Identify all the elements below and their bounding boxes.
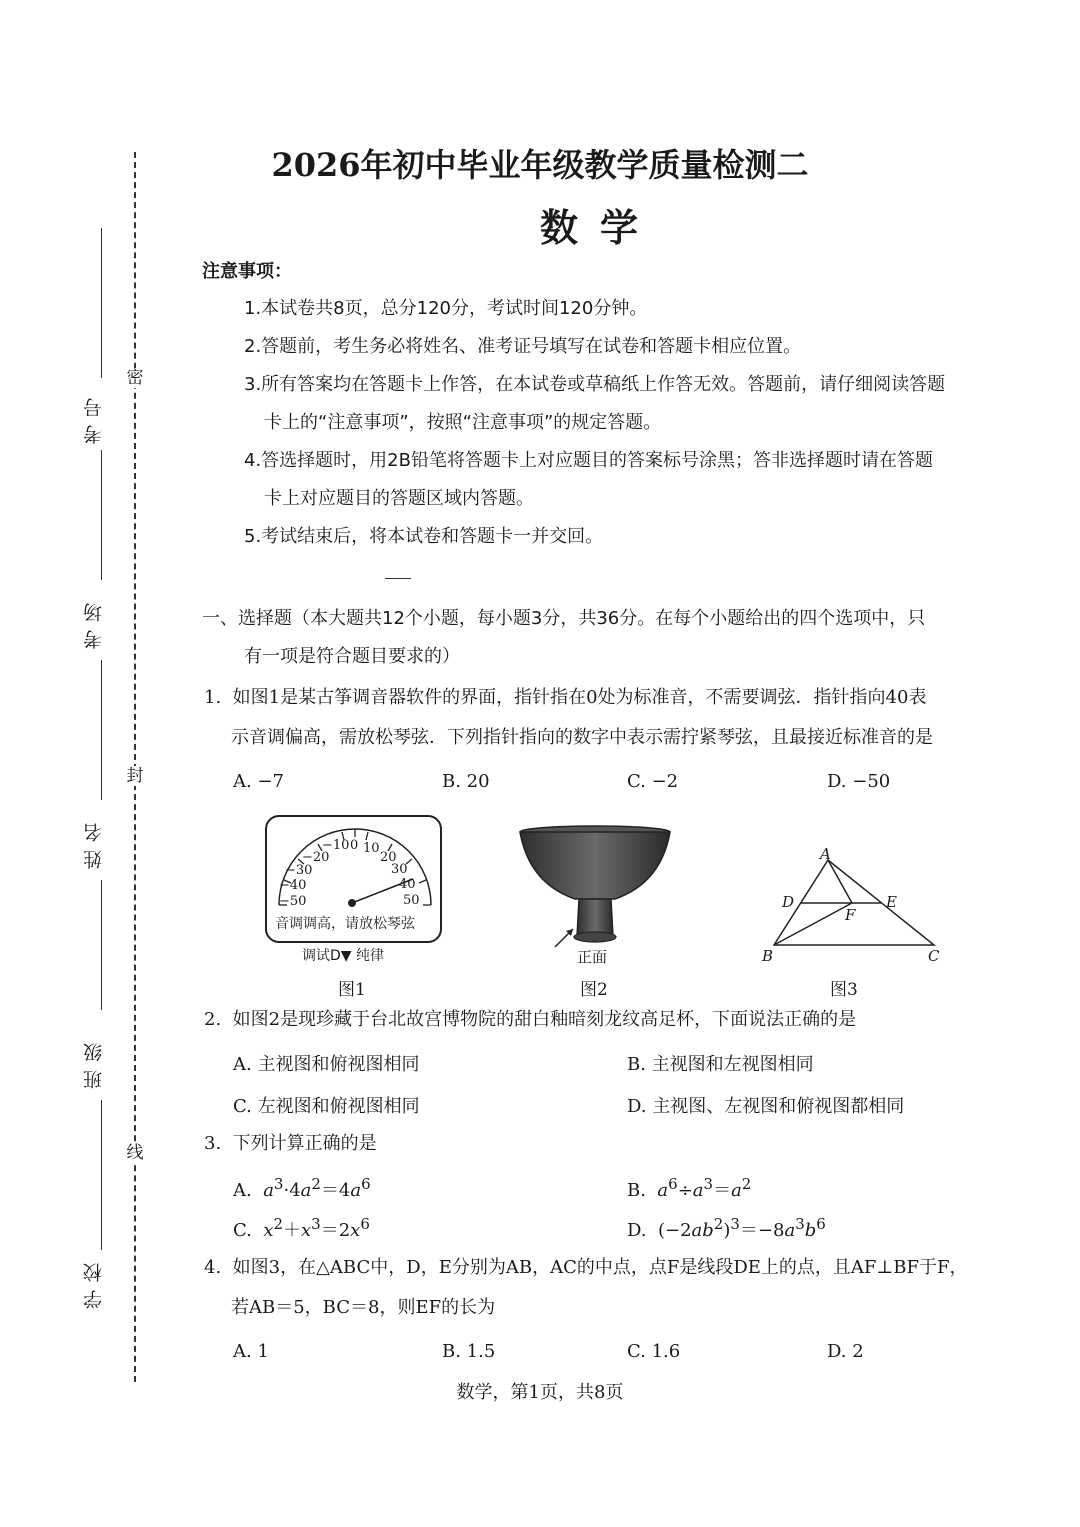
notice-list — [244, 290, 945, 556]
q1-line1: 如图1是某古筝调音器软件的界面，指针指在0处为标准音，不需要调弦．指针指向40表 — [232, 687, 927, 708]
point-e: E — [886, 893, 897, 911]
tick-label-0: 0 — [350, 838, 359, 853]
point-f: F — [845, 906, 856, 924]
figure3-caption: 图3 — [830, 980, 858, 1000]
notice-item-4: 4.答选择题时，用2B铅笔将答题卡上对应题目的答案标号涂黑；答非选择题时请在答题 — [244, 450, 933, 471]
notice-item-2: 2.答题前，考生务必将姓名、准考证号填写在试卷和答题卡相应位置。 — [244, 336, 802, 357]
notice-heading: 注意事项： — [202, 261, 292, 282]
section1-line2: 有一项是符合题目要求的） — [244, 646, 460, 667]
notice-item-3: 3.所有答案均在答题卡上作答，在本试卷或草稿纸上作答无效。答题前，请仔细阅读答题 — [244, 374, 946, 395]
exam-title: 2026年初中毕业年级教学质量检测二 — [271, 146, 809, 184]
field-label-xingming: 姓名 — [83, 815, 105, 869]
tick-label-20: 20 — [380, 850, 397, 865]
figure1-tuner — [265, 815, 442, 943]
q3-option-c: C. $x^2+x^3=2x^6$ — [233, 1215, 370, 1241]
q1-option-d: D. −50 — [827, 771, 891, 792]
question-1 — [204, 678, 933, 758]
notice-item-1: 1.本试卷共8页，总分120分，考试时间120分钟。 — [244, 298, 648, 319]
q2-option-d: D. 主视图、左视图和俯视图都相同 — [627, 1096, 905, 1117]
section1-heading — [202, 600, 925, 676]
q3-option-c-letter: C. — [233, 1220, 252, 1241]
q3-option-b-letter: B. — [627, 1180, 646, 1201]
q3-number: 3. — [204, 1133, 222, 1154]
q2-number: 2. — [204, 1009, 222, 1030]
tuner-message: 音调调高，请放松琴弦 — [275, 916, 415, 932]
tick-label-neg40: −40 — [279, 878, 307, 893]
q3-option-d-letter: D. — [627, 1220, 647, 1241]
divider-dash — [385, 578, 411, 579]
q3-text: 下列计算正确的是 — [232, 1133, 377, 1154]
q4-option-b: B. 1.5 — [442, 1341, 496, 1362]
q3-option-d: D. $(-2ab^2)^3=-8a^3b^6$ — [627, 1215, 826, 1241]
q4-line1: 如图3，在△ABC中，D，E分别为AB，AC的中点，点F是线段DE上的点，且AF⊥BF于F， — [232, 1257, 968, 1278]
q2-option-c: C. 左视图和俯视图相同 — [233, 1096, 420, 1117]
q4-option-d: D. 2 — [827, 1341, 864, 1362]
field-label-xuexiao: 学校 — [83, 1255, 105, 1309]
tick-label-neg30: −30 — [285, 863, 313, 878]
q4-option-c: C. 1.6 — [627, 1341, 681, 1362]
point-b: B — [762, 947, 774, 965]
tick-label-50: 50 — [403, 893, 420, 908]
page-footer: 数学，第1页，共8页 — [456, 1382, 624, 1403]
tick-label-neg50: −50 — [279, 894, 307, 909]
question-3 — [204, 1124, 377, 1164]
tick-label-30: 30 — [391, 862, 408, 877]
subject-title: 数学 — [539, 205, 660, 250]
figure1-caption: 图1 — [338, 980, 366, 1000]
q2-text: 如图2是现珍藏于台北故宫博物院的甜白釉暗刻龙纹高足杯，下面说法正确的是 — [232, 1009, 857, 1030]
figure2-stem-cup — [515, 825, 675, 950]
point-d: D — [782, 893, 795, 911]
q1-line2: 示音调偏高，需放松琴弦．下列指针指向的数字中表示需拧紧琴弦，且最接近标准音的是 — [231, 727, 933, 748]
field-label-banji: 班级 — [83, 1035, 105, 1089]
q2-option-b: B. 主视图和左视图相同 — [627, 1054, 814, 1075]
q1-number: 1. — [204, 687, 222, 708]
q4-line2: 若AB＝5，BC＝8，则EF的长为 — [231, 1297, 496, 1318]
field-line-xingming — [101, 660, 102, 800]
question-2 — [204, 1000, 856, 1040]
field-label-kaohao: 考号 — [83, 390, 105, 444]
tuner-setting: 调试D▼ 纯律 — [302, 948, 384, 964]
notice-item-4-cont: 卡上对应题目的答题区域内答题。 — [264, 488, 534, 509]
q3-option-a: A. $a^3\cdot 4a^2=4a^6$ — [233, 1175, 371, 1201]
binding-mark-xian: 线 — [126, 1143, 144, 1163]
q3-option-b: B. $a^6\div a^3=a^2$ — [627, 1175, 752, 1201]
tick-label-40: 40 — [399, 877, 416, 892]
binding-mark-feng: 封 — [126, 766, 144, 786]
binding-mark-mi: 密 — [126, 368, 144, 388]
tick-label-10: 10 — [363, 841, 380, 856]
field-line-banji — [101, 880, 102, 1010]
point-a: A — [820, 845, 831, 863]
section1-line1: 一、选择题（本大题共12个小题，每小题3分，共36分。在每个小题给出的四个选项中，只 — [202, 608, 926, 629]
point-c: C — [928, 947, 940, 965]
q1-option-b: B. 20 — [442, 771, 490, 792]
field-line-kaochang — [101, 450, 102, 580]
notice-item-5: 5.考试结束后，将本试卷和答题卡一并交回。 — [244, 526, 604, 547]
q1-option-c: C. −2 — [627, 771, 679, 792]
front-view-label: 正面 — [577, 948, 608, 966]
field-line-xuexiao — [101, 1100, 102, 1250]
tick-label-neg20: −20 — [302, 850, 330, 865]
notice-item-3-cont: 卡上的“注意事项”，按照“注意事项”的规定答题。 — [264, 412, 662, 433]
field-label-kaochang: 考场 — [83, 595, 105, 649]
q1-option-a: A. −7 — [233, 771, 284, 792]
q4-option-a: A. 1 — [233, 1341, 269, 1362]
tick-label-neg10: −10 — [322, 838, 350, 853]
q4-number: 4. — [204, 1257, 222, 1278]
q3-option-a-letter: A. — [233, 1180, 252, 1201]
question-4 — [204, 1248, 968, 1328]
figure2-caption: 图2 — [580, 980, 608, 1000]
q2-option-a: A. 主视图和俯视图相同 — [233, 1054, 420, 1075]
